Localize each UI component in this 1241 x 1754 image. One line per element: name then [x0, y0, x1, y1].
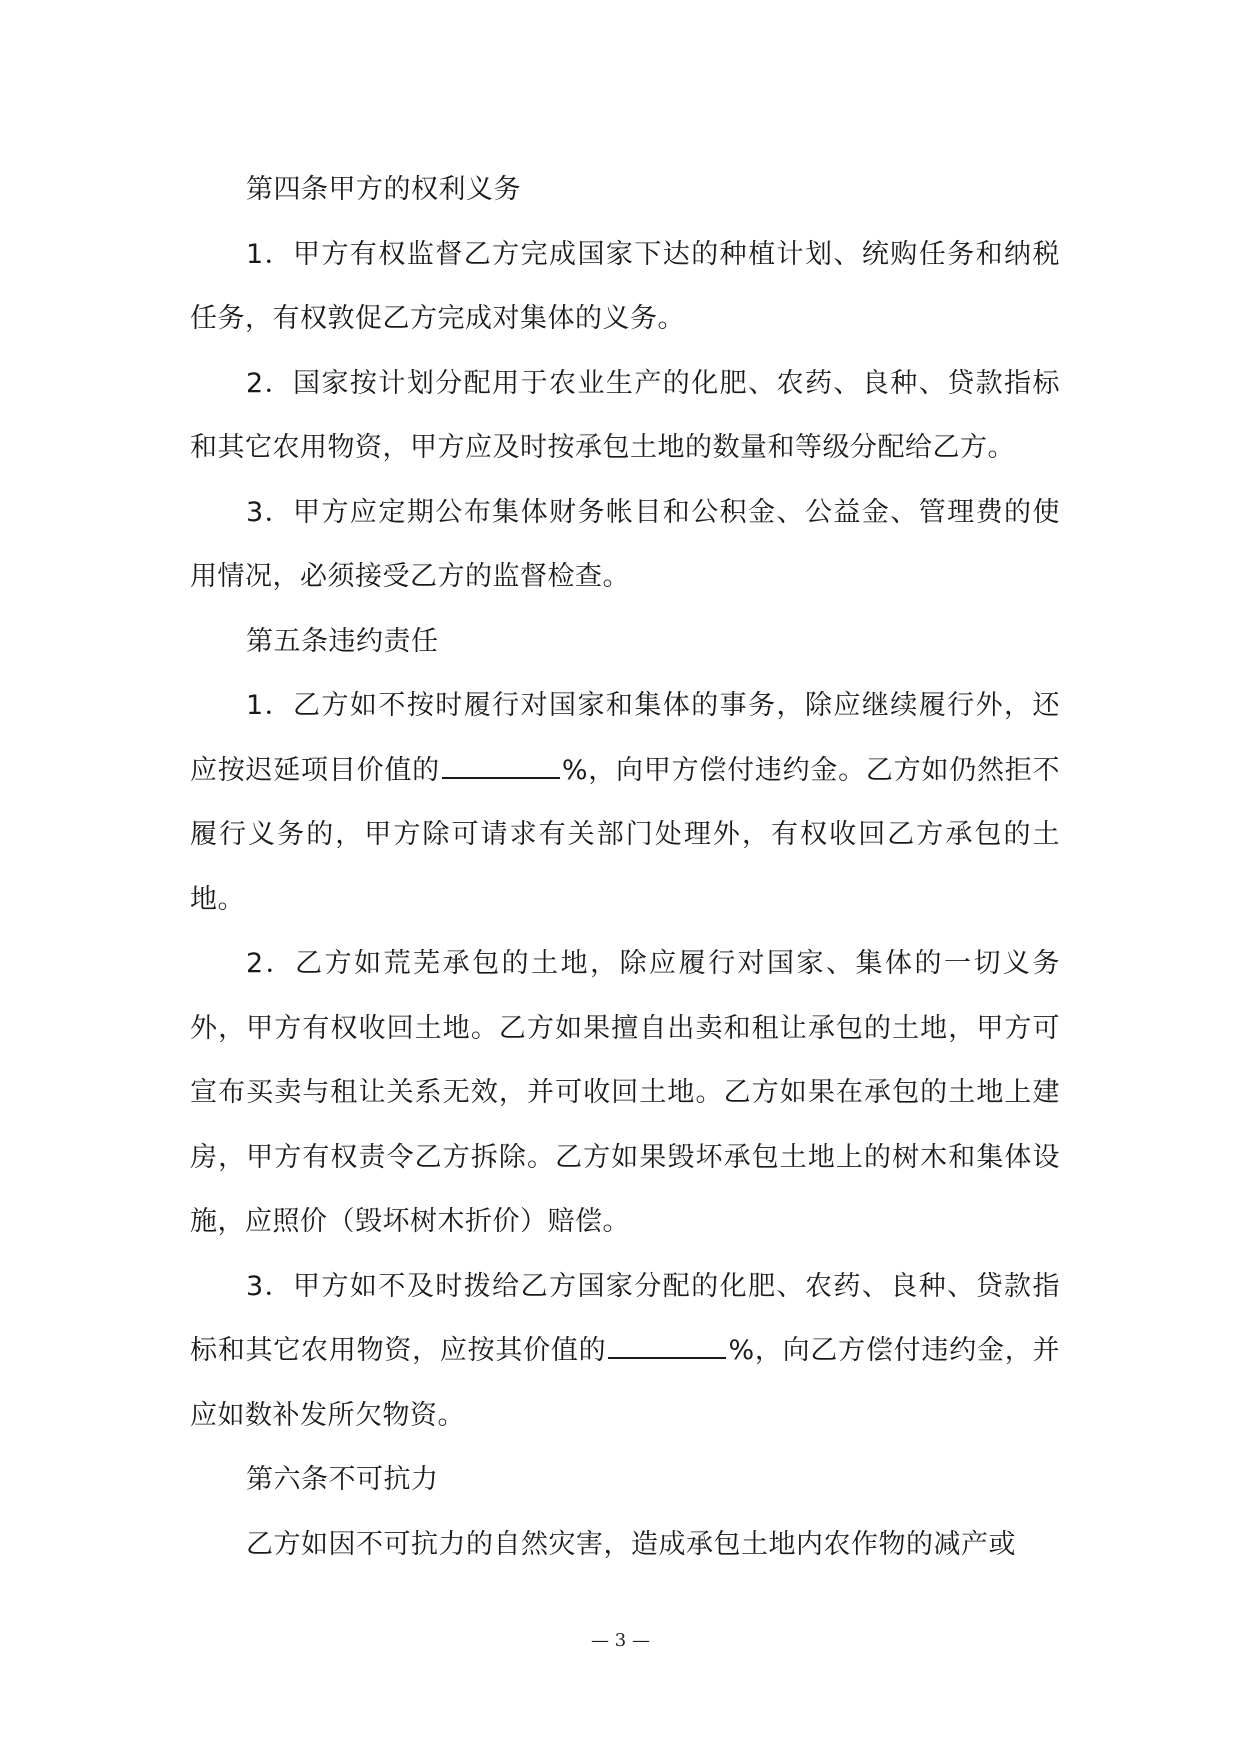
article-5-clause-1-text-a: 1．乙方如不按时履行对国家和集体的事务，除应继续履行外，还应按迟延项目价值的 — [190, 690, 1060, 786]
article-4-clause-2: 2．国家按计划分配用于农业生产的化肥、农药、良种、贷款指标和其它农用物资，甲方应及时按承包土地的数量和等级分配给乙方。 — [190, 367, 1060, 463]
percentage-blank-2[interactable] — [608, 1333, 726, 1359]
article-5-clause-3-text-a: 3．甲方如不及时拨给乙方国家分配的化肥、农药、良种、贷款指标和其它农用物资，应按其价值的 — [190, 1270, 1060, 1366]
article-6-clause-1: 乙方如因不可抗力的自然灾害，造成承包土地内农作物的减产或 — [246, 1528, 1016, 1560]
article-5-heading: 第五条违约责任 — [246, 625, 439, 657]
article-5-clause-1 — [190, 674, 1060, 932]
article-5-clause-3 — [190, 1255, 1060, 1449]
article-4-heading: 第四条甲方的权利义务 — [246, 174, 521, 205]
article-4-clause-1: 1．甲方有权监督乙方完成国家下达的种植计划、统购任务和纳税任务，有权敦促乙方完成对集体的义务。 — [190, 238, 1060, 334]
page-number: — 3 — — [591, 1630, 650, 1651]
percentage-blank-1[interactable] — [442, 753, 560, 779]
article-5-clause-3-text-b: %，向乙方偿付违约金，并应如数补发所欠物资。 — [190, 1335, 1061, 1431]
document-body — [190, 158, 1060, 1577]
article-6-heading: 第六条不可抗力 — [246, 1464, 439, 1495]
article-5-clause-2: 2．乙方如荒芜承包的土地，除应履行对国家、集体的一切义务外，甲方有权收回土地。乙方如果擅自出卖和租让承包的土地，甲方可宣布买卖与租让关系无效，并可收回土地。乙方如果在承包的土地上建房，甲方有权责令乙方拆除。乙方如果毁坏承包土地上的树木和集体设施，应照价（毁坏树木折价）赔偿。 — [190, 948, 1060, 1237]
article-5-clause-1-text-b: %，向甲方偿付违约金。乙方如仍然拒不履行义务的，甲方除可请求有关部门处理外，有权收回乙方承包的土地。 — [190, 754, 1061, 915]
article-4-clause-3: 3．甲方应定期公布集体财务帐目和公积金、公益金、管理费的使用情况，必须接受乙方的监督检查。 — [190, 496, 1060, 592]
